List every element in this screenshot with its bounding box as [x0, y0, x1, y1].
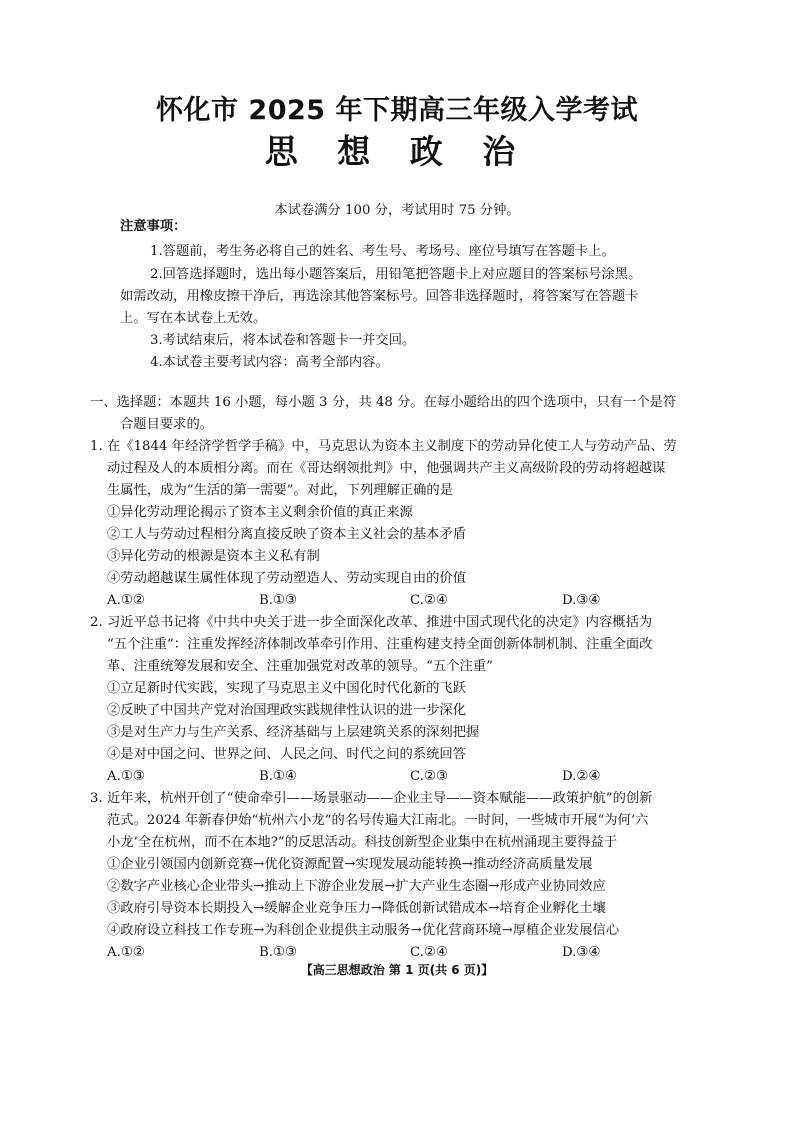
question-stem: 近年来，杭州开创了“使命牵引——场景驱动——企业主导——资本赋能——政策护航”的创新	[107, 791, 653, 806]
question-stem: 范式。2024 年新春伊始“杭州六小龙”的名号传遍大江南北。一时间，一些城市开展“为何‘六	[107, 813, 649, 828]
page-footer: 【高三思想政治 第 1 页(共 6 页)】	[300, 963, 494, 977]
question-number: 3.	[90, 791, 103, 806]
answer-choices	[107, 768, 607, 786]
choice-a: A.①②	[107, 593, 145, 608]
notice-line: 3.考试结束后，将本试卷和答题卡一并交回。	[150, 333, 416, 348]
statement: ④政府设立科技工作专班→为科创企业提供主动服务→优化营商环境→厚植企业发展信心	[107, 923, 620, 938]
choice-d: D.②④	[562, 769, 601, 784]
statement: ②工人与劳动过程相分离直接反映了资本主义社会的基本矛盾	[107, 527, 467, 542]
choice-d: D.③④	[562, 593, 601, 608]
question-number: 2.	[90, 615, 103, 630]
section-heading-cont: 合题目要求的。	[120, 417, 214, 432]
choice-c: C.②③	[410, 769, 448, 784]
statement: ②反映了中国共产党对治国理政实践规律性认识的进一步深化	[107, 703, 467, 718]
choice-b: B.①④	[259, 769, 297, 784]
question-number: 1.	[90, 439, 103, 454]
statement: ①企业引领国内创新竞赛→优化资源配置→实现发展动能转换→推动经济高质量发展	[107, 857, 593, 872]
exam-title: 怀化市 2025 年下期高三年级入学考试	[156, 95, 638, 126]
notice-heading: 注意事项：	[120, 219, 187, 234]
question-stem: “五个注重”：注重发挥经济体制改革牵引作用、注重构建支持全面创新体制机制、注重全面改	[107, 637, 653, 652]
notice-line: 4.本试卷主要考试内容：高考全部内容。	[150, 355, 389, 370]
choice-b: B.①③	[259, 593, 297, 608]
notice-line: 如需改动，用橡皮擦干净后，再选涂其他答案标号。回答非选择题时，将答案写在答题卡	[120, 289, 639, 304]
subject-title: 思 想 政 治	[264, 132, 530, 171]
question-stem: 动过程及人的本质相分离。而在《哥达纲领批判》中，他强调共产主义高级阶段的劳动将超越谋	[107, 461, 666, 476]
section-heading: 一、选择题：本题共 16 小题，每小题 3 分，共 48 分。在每小题给出的四个选项中，只有一个是符	[90, 395, 677, 410]
statement: ①异化劳动理论揭示了资本主义剩余价值的真正来源	[107, 505, 413, 520]
statement: ④是对中国之问、世界之问、人民之问、时代之问的系统回答	[107, 747, 467, 762]
question-stem: 小龙’全在杭州，而不在本地?”的反思活动。科技创新型企业集中在杭州涌现主要得益于	[107, 835, 618, 850]
choice-b: B.①③	[259, 945, 297, 960]
choice-a: A.①③	[107, 769, 145, 784]
answer-choices	[107, 592, 607, 610]
statement: ③是对生产力与生产关系、经济基础与上层建筑关系的深刻把握	[107, 725, 480, 740]
question-stem: 革、注重统筹发展和安全、注重加强党对改革的领导。“五个注重”	[107, 659, 493, 674]
answer-choices	[107, 944, 607, 962]
question-stem: 生属性，成为“生活的第一需要”。对此，下列理解正确的是	[107, 483, 454, 498]
statement: ③政府引导资本长期投入→缓解企业竞争压力→降低创新试错成本→培育企业孵化土壤	[107, 901, 606, 916]
choice-d: D.③④	[562, 945, 601, 960]
choice-c: C.②④	[410, 945, 448, 960]
statement: ①立足新时代实践，实现了马克思主义中国化时代化新的飞跃	[107, 681, 467, 696]
notice-line: 上。写在本试卷上无效。	[120, 311, 267, 326]
choice-a: A.①②	[107, 945, 145, 960]
exam-info: 本试卷满分 100 分，考试用时 75 分钟。	[274, 203, 520, 218]
statement: ②数字产业核心企业带头→推动上下游企业发展→扩大产业生态圈→形成产业协同效应	[107, 879, 606, 894]
notice-line: 1.答题前，考生务必将自己的姓名、考生号、考场号、座位号填写在答题卡上。	[150, 244, 615, 259]
choice-c: C.②④	[410, 593, 448, 608]
question-stem: 习近平总书记将《中共中央关于进一步全面深化改革、推进中国式现代化的决定》内容概括为	[107, 615, 653, 630]
notice-line: 2.回答选择题时，选出每小题答案后，用铅笔把答题卡上对应题目的答案标号涂黑。	[150, 267, 642, 282]
question-stem: 在《1844 年经济学哲学手稿》中，马克思认为资本主义制度下的劳动异化使工人与劳动产品、劳	[107, 439, 677, 454]
statement: ③异化劳动的根源是资本主义私有制	[107, 549, 320, 564]
statement: ④劳动超越谋生属性体现了劳动塑造人、劳动实现自由的价值	[107, 571, 467, 586]
